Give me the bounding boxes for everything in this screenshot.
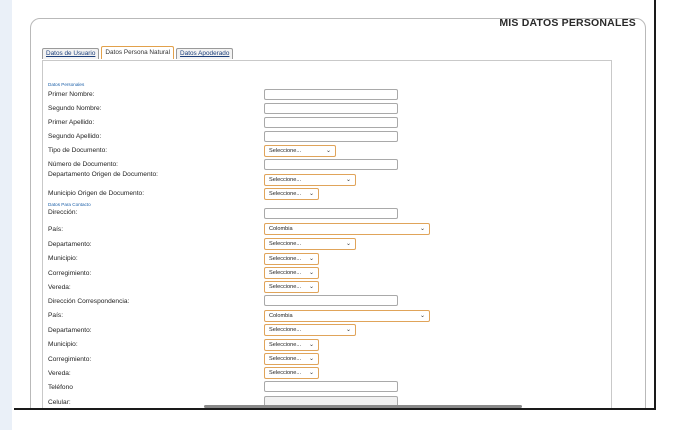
municipio-correspondencia-select[interactable]: [264, 339, 319, 351]
label-departamento: Departamento:: [48, 241, 92, 248]
chevron-down-icon: ⌄: [308, 284, 314, 290]
chevron-down-icon: ⌄: [345, 177, 351, 183]
label-numero-documento: Número de Documento:: [48, 161, 119, 168]
label-departamento-origen: Departamento Origen de Documento:: [48, 171, 158, 178]
label-direccion: Dirección:: [48, 209, 78, 216]
tipo-documento-select[interactable]: [264, 145, 336, 157]
chevron-down-icon: ⌄: [308, 342, 314, 348]
pais-correspondencia-select[interactable]: [264, 310, 430, 322]
label-segundo-apellido: Segundo Apellido:: [48, 133, 102, 140]
label-celular: Celular:: [48, 399, 71, 406]
left-background-strip: [0, 0, 12, 430]
chevron-down-icon: ⌄: [308, 256, 314, 262]
browser-window: [14, 0, 656, 410]
tab-datos-apoderado[interactable]: Datos Apoderado: [176, 48, 233, 59]
tab-datos-usuario[interactable]: Datos de Usuario: [42, 48, 99, 59]
vereda-value: Seleccione...: [269, 284, 302, 290]
pais-correspondencia-value: Colombia: [269, 313, 293, 319]
departamento-correspondencia-value: Seleccione...: [269, 327, 302, 333]
label-direccion-correspondencia: Dirección Correspondencia:: [48, 298, 130, 305]
municipio-origen-select[interactable]: [264, 188, 319, 200]
departamento-origen-select[interactable]: [264, 174, 356, 186]
tab-datos-persona-natural[interactable]: Datos Persona Natural: [101, 46, 174, 59]
municipio-select[interactable]: [264, 253, 319, 265]
horizontal-scrollbar[interactable]: [204, 405, 522, 408]
label-municipio-origen: Municipio Origen de Documento:: [48, 190, 145, 197]
corregimiento-correspondencia-select[interactable]: [264, 353, 319, 365]
chevron-down-icon: ⌄: [345, 327, 351, 333]
label-corregimiento-correspondencia: Corregimiento:: [48, 356, 92, 363]
vereda-correspondencia-value: Seleccione...: [269, 370, 302, 376]
chevron-down-icon: ⌄: [308, 370, 314, 376]
departamento-select[interactable]: [264, 238, 356, 250]
numero-documento-input[interactable]: [264, 159, 398, 170]
chevron-down-icon: ⌄: [419, 313, 425, 319]
municipio-value: Seleccione...: [269, 256, 302, 262]
chevron-down-icon: ⌄: [345, 241, 351, 247]
label-corregimiento: Corregimiento:: [48, 270, 92, 277]
label-departamento-correspondencia: Departamento:: [48, 327, 92, 334]
direccion-correspondencia-input[interactable]: [264, 295, 398, 306]
departamento-correspondencia-select[interactable]: [264, 324, 356, 336]
chevron-down-icon: ⌄: [308, 356, 314, 362]
corregimiento-select[interactable]: [264, 267, 319, 279]
municipio-origen-value: Seleccione...: [269, 191, 302, 197]
pais-select[interactable]: [264, 223, 430, 235]
vereda-correspondencia-select[interactable]: [264, 367, 319, 379]
direccion-input[interactable]: [264, 208, 398, 219]
municipio-correspondencia-value: Seleccione...: [269, 342, 302, 348]
label-primer-nombre: Primer Nombre:: [48, 91, 95, 98]
corregimiento-correspondencia-value: Seleccione...: [269, 356, 302, 362]
label-tipo-documento: Tipo de Documento:: [48, 147, 108, 154]
primer-apellido-input[interactable]: [264, 117, 398, 128]
departamento-origen-value: Seleccione...: [269, 177, 302, 183]
label-telefono: Teléfono: [48, 384, 73, 391]
page-title: MIS DATOS PERSONALES: [499, 17, 636, 29]
primer-nombre-input[interactable]: [264, 89, 398, 100]
label-pais-correspondencia: País:: [48, 312, 64, 319]
label-vereda-correspondencia: Vereda:: [48, 370, 71, 377]
label-pais: País:: [48, 226, 64, 233]
chevron-down-icon: ⌄: [419, 226, 425, 232]
vereda-select[interactable]: [264, 281, 319, 293]
corregimiento-value: Seleccione...: [269, 270, 302, 276]
label-municipio: Municipio:: [48, 255, 78, 262]
section-contact-header: Datos Para Contacto: [48, 202, 91, 207]
label-vereda: Vereda:: [48, 284, 71, 291]
telefono-input[interactable]: [264, 381, 398, 392]
tipo-documento-value: Seleccione...: [269, 148, 302, 154]
label-segundo-nombre: Segundo Nombre:: [48, 105, 102, 112]
segundo-apellido-input[interactable]: [264, 131, 398, 142]
section-personal-header: Datos Personales: [48, 82, 85, 87]
chevron-down-icon: ⌄: [308, 191, 314, 197]
tab-bar: [42, 48, 235, 60]
segundo-nombre-input[interactable]: [264, 103, 398, 114]
departamento-value: Seleccione...: [269, 241, 302, 247]
label-municipio-correspondencia: Municipio:: [48, 341, 78, 348]
chevron-down-icon: ⌄: [325, 148, 331, 154]
pais-value: Colombia: [269, 226, 293, 232]
chevron-down-icon: ⌄: [308, 270, 314, 276]
label-primer-apellido: Primer Apellido:: [48, 119, 95, 126]
